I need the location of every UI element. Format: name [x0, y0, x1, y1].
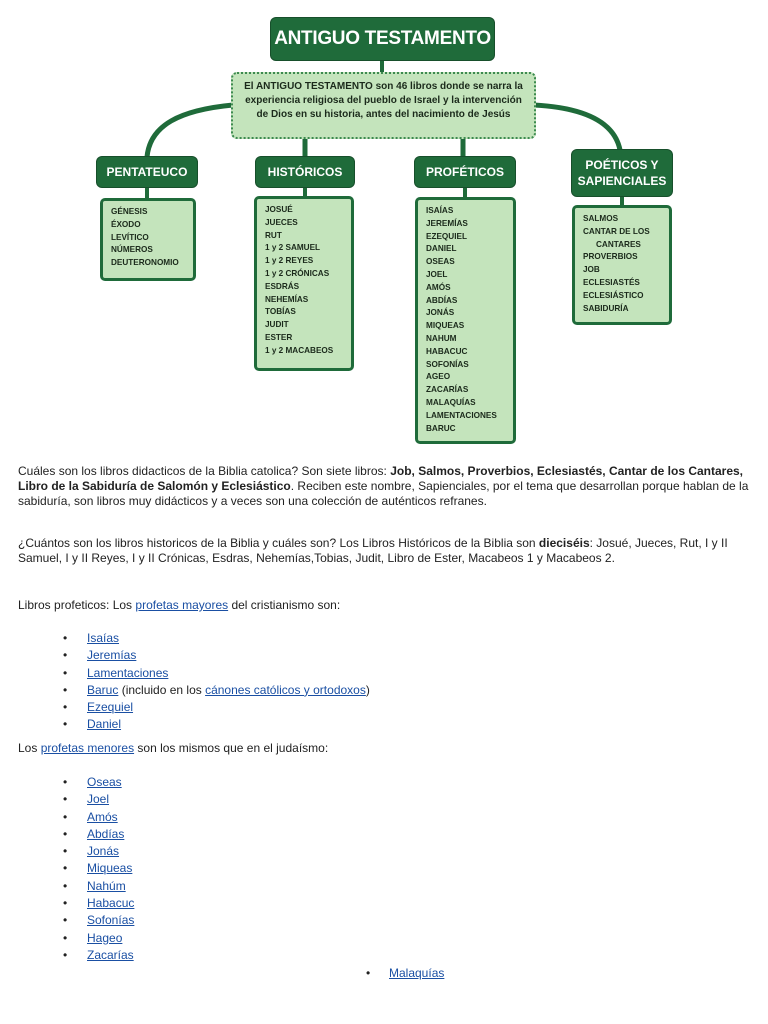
book-item: JUECES [265, 217, 298, 227]
paragraph-historicos [18, 536, 756, 566]
book-item: JONÁS [426, 308, 455, 318]
list-profetas-mayores [87, 630, 370, 734]
book-item: MIQUEAS [426, 321, 465, 331]
list-item [87, 878, 134, 895]
list-item [87, 699, 370, 716]
list-item [87, 647, 370, 664]
text-span: son los mismos que en el judaísmo: [134, 741, 329, 755]
book-item: JOEL [426, 269, 448, 279]
link-profetas-menores[interactable]: profetas menores [40, 741, 135, 755]
book-item: ECLESIASTÉS [583, 277, 640, 287]
book-item: ABDÍAS [426, 295, 458, 305]
book-item: 1 y 2 REYES [265, 256, 314, 266]
book-item: AGEO [426, 372, 451, 382]
book-item: TOBÍAS [265, 307, 296, 317]
book-item: OSEAS [426, 257, 455, 267]
book-item: SABIDURÍA [583, 303, 629, 313]
book-item: JOB [583, 265, 600, 275]
text-span: Los [18, 741, 41, 755]
category-historicos: HISTÓRICOS [256, 157, 354, 187]
map-intro: El ANTIGUO TESTAMENTO son 46 libros donde se narra la experiencia religiosa del pueblo de Israel y la intervención de Dios en su historia, antes del nacimiento de Jesús [231, 72, 536, 139]
list-item [87, 630, 370, 647]
book-item: ZACARÍAS [426, 385, 469, 395]
book-item: GÉNESIS [111, 207, 148, 216]
concept-map [0, 0, 768, 450]
text-span: ¿Cuántos son los libros historicos de la Biblia y cuáles son? Los Libros Históricos de la Biblia son [18, 536, 539, 550]
paragraph-didacticos [18, 464, 756, 509]
book-item: ESDRÁS [265, 281, 300, 291]
link-miqueas[interactable]: Miqueas [87, 861, 133, 876]
book-item: 1 y 2 SAMUEL [265, 243, 321, 253]
list-item [87, 809, 134, 826]
text-span: (incluido en los [118, 682, 206, 697]
book-item: EZEQUIEL [426, 231, 467, 241]
link-profetas-mayores[interactable]: profetas mayores [135, 598, 229, 612]
book-item: PROVERBIOS [583, 252, 638, 262]
book-item: DEUTERONOMIO [111, 258, 179, 268]
list-item [87, 930, 134, 947]
book-item: SOFONÍAS [426, 359, 469, 369]
link-lamentaciones[interactable]: Lamentaciones [87, 665, 169, 680]
list-item [87, 774, 134, 791]
book-item: ECLESIÁSTICO [583, 290, 644, 300]
link-oseas[interactable]: Oseas [87, 775, 122, 789]
link-abdias[interactable]: Abdías [87, 826, 125, 841]
book-item: DANIEL [426, 244, 457, 254]
list-item [87, 682, 370, 699]
category-profeticos: PROFÉTICOS [415, 157, 515, 187]
list-item [87, 947, 134, 964]
book-item: SALMOS [583, 214, 619, 223]
text-span: Libros profeticos: Los [18, 598, 136, 612]
book-item: HABACUC [426, 346, 468, 356]
book-item: 1 y 2 CRÓNICAS [265, 268, 330, 278]
map-title: ANTIGUO TESTAMENTO [271, 18, 494, 60]
book-item: MALAQUÍAS [426, 397, 476, 407]
books-profeticos [415, 197, 516, 444]
link-jonas[interactable]: Jonás [87, 844, 120, 859]
link-malaquias[interactable]: Malaquías [389, 966, 445, 980]
book-item: BARUC [426, 423, 456, 433]
book-item: AMÓS [426, 282, 451, 292]
link-sofonias[interactable]: Sofonías [87, 913, 135, 928]
book-item: ESTER [265, 332, 293, 342]
book-item: 1 y 2 MACABEOS [265, 345, 334, 355]
books-poeticos [572, 205, 672, 325]
book-item: RUT [265, 230, 282, 240]
text-span: Cuáles son los libros didacticos de la Biblia catolica? Son siete libros: [18, 464, 391, 478]
link-ezequiel[interactable]: Ezequiel [87, 700, 134, 715]
books-historicos [254, 196, 354, 371]
list-item [87, 826, 134, 843]
list-item-malaquias [389, 966, 444, 980]
list-item [87, 843, 134, 860]
link-habacuc[interactable]: Habacuc [87, 896, 135, 911]
link-baruc[interactable]: Baruc [87, 682, 119, 697]
book-item: LAMENTACIONES [426, 410, 497, 420]
link-zacarias[interactable]: Zacarías [87, 947, 134, 962]
books-pentateuco [100, 198, 196, 281]
category-poeticos-line2: SAPIENCIALES [577, 174, 667, 188]
link-isaias[interactable]: Isaías [87, 631, 120, 645]
book-item: ÉXODO [111, 219, 141, 229]
category-poeticos [572, 150, 672, 196]
text-span: ) [365, 682, 370, 697]
link-daniel[interactable]: Daniel [87, 717, 122, 732]
link-amos[interactable]: Amós [87, 809, 118, 824]
bold-text: dieciséis [538, 536, 590, 550]
link-joel[interactable]: Joel [87, 792, 110, 807]
book-item: CANTAR DE LOS [583, 226, 650, 236]
bold-text: Job, Salmos, Proverbios, Eclesiastés, Cantar de los Cantares, Libro de la Sabiduría de Salomón y Eclesiástico [18, 464, 744, 493]
text-span: del cristianismo son: [228, 598, 341, 612]
book-item: ISAÍAS [426, 206, 454, 215]
book-item: JOSUÉ [265, 205, 293, 214]
list-profetas-menores [87, 774, 134, 964]
category-pentateuco: PENTATEUCO [97, 157, 197, 187]
list-item [87, 665, 370, 682]
book-item: CANTARES [596, 239, 641, 249]
book-item: NÚMEROS [111, 245, 153, 255]
list-item [87, 895, 134, 912]
list-item [87, 860, 134, 877]
link-jeremias[interactable]: Jeremías [87, 648, 137, 663]
book-item: LEVÍTICO [111, 232, 149, 242]
book-item: NEHEMÍAS [265, 294, 309, 304]
text-span: : Josué, Jueces, Rut, I y II Samuel, I y II Reyes, I y II Crónicas, Esdras, Nehemías,Tobias, Judit, Libro de Ester, Macabeos 1 y Macabeos 2. [18, 536, 728, 565]
list-item [87, 912, 134, 929]
book-item: JEREMÍAS [426, 218, 468, 228]
book-item: NAHUM [426, 333, 457, 343]
paragraph-menores [18, 741, 756, 756]
text-span: . Reciben este nombre, Sapienciales, por el tema que desarrollan porque hablan de la sabiduría, son libros muy didácticos y a veces son una colección de auténticos refranes. [18, 479, 749, 508]
link-hageo[interactable]: Hageo [87, 930, 123, 945]
book-item: JUDIT [265, 320, 289, 330]
link-canones[interactable]: cánones católicos y ortodoxos [205, 682, 366, 697]
list-item [87, 791, 134, 808]
paragraph-profeticos [18, 598, 756, 613]
category-poeticos-line1: POÉTICOS Y [585, 158, 659, 172]
list-item [87, 716, 370, 733]
link-nahum[interactable]: Nahúm [87, 878, 126, 893]
